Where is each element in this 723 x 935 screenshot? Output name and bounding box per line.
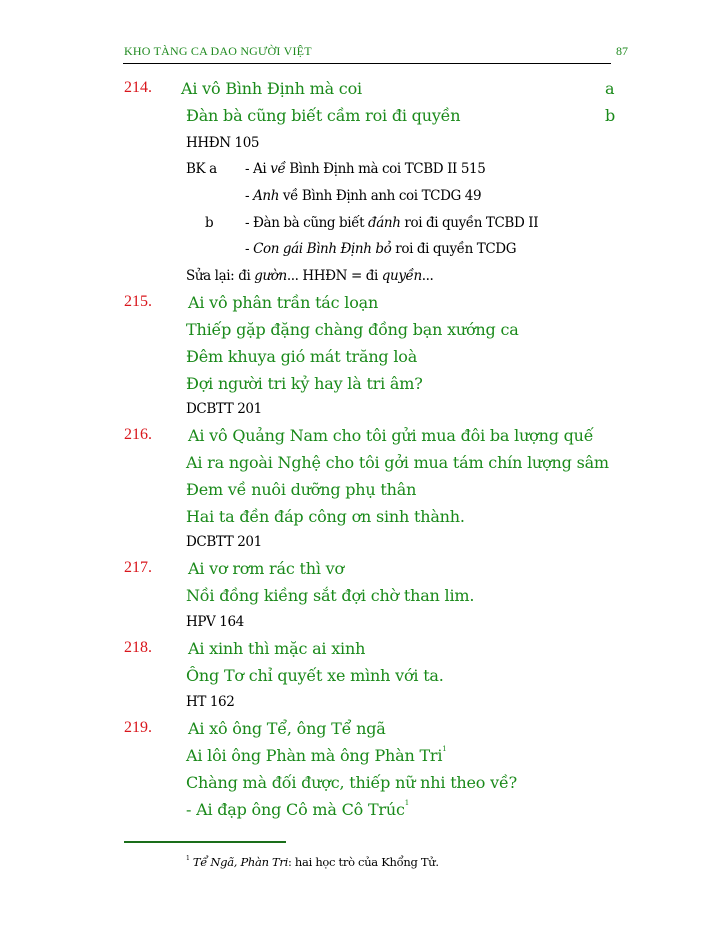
verse-line: Đàn bà cũng biết cầm roi đi quyền	[186, 106, 461, 125]
footnote-rule	[124, 841, 286, 843]
verse-line: Ai vô Quảng Nam cho tôi gửi mua đôi ba lượng quế	[188, 426, 594, 445]
entry-number-216: 216.	[124, 426, 152, 443]
verse-line: - Ai đạp ông Cô mà Cô Trúc$^1$	[186, 799, 409, 819]
entry-number-217: 217.	[124, 559, 152, 576]
source-citation: DCBTT 201	[186, 401, 262, 417]
entry-number-218: 218.	[124, 639, 152, 656]
variant-line: - Con gái Bình Định bỏ roi đi quyền TCDG	[245, 241, 517, 257]
verse-line: Ai vô Bình Định mà coi	[181, 79, 362, 98]
source-citation: HHĐN 105	[186, 135, 260, 151]
verse-line: Ai vô phân trần tác loạn	[188, 293, 379, 312]
verse-line: Ai ra ngoài Nghệ cho tôi gởi mua tám chín lượng sâm	[186, 453, 609, 472]
verse-line: Ai lôi ông Phàn mà ông Phàn Tri$^1$	[186, 745, 447, 765]
footnote: $^1$ Tể Ngã, Phàn Tri: hai học trò của Khổng Tử.	[186, 855, 439, 869]
variant-group-label: b	[205, 215, 214, 231]
entry-number-214: 214.	[124, 79, 152, 96]
verse-line: Đêm khuya gió mát trăng loà	[186, 347, 418, 366]
source-citation: DCBTT 201	[186, 534, 262, 550]
variant-group-label: BK a	[186, 161, 217, 177]
verse-line: Nồi đồng kiềng sắt đợi chờ than lim.	[186, 586, 475, 605]
verse-line: Ai vơ rơm rác thì vơ	[188, 559, 344, 578]
header-rule	[123, 63, 611, 64]
entry-number-215: 215.	[124, 293, 152, 310]
footnote-ref: 1	[442, 745, 447, 753]
verse-line: Thiếp gặp đặng chàng đồng bạn xướng ca	[186, 320, 519, 339]
line-mark-a: a	[605, 79, 615, 98]
variant-line: - Ai về Bình Định mà coi TCBD II 515	[245, 161, 486, 177]
source-citation: HT 162	[186, 694, 235, 710]
correction-note: Sửa lại: đi gườn... HHĐN = đi quyền...	[186, 268, 434, 284]
verse-line: Ông Tơ chỉ quyết xe mình với ta.	[186, 666, 444, 685]
verse-line: Ai xinh thì mặc ai xinh	[188, 639, 366, 658]
verse-line: Đem về nuôi dưỡng phụ thân	[186, 480, 417, 499]
verse-line: Ai xô ông Tể, ông Tể ngã	[188, 719, 386, 738]
line-mark-b: b	[605, 106, 616, 125]
page-number: 87	[616, 44, 628, 58]
verse-line: Hai ta đền đáp công ơn sinh thành.	[186, 507, 465, 526]
running-header-title: KHO TÀNG CA DAO NGƯỜI VIỆT	[124, 44, 312, 58]
verse-line: Đợi người tri kỷ hay là tri âm?	[186, 374, 423, 393]
footnote-ref: 1	[404, 799, 409, 807]
source-citation: HPV 164	[186, 614, 244, 630]
entry-number-219: 219.	[124, 719, 152, 736]
variant-line: - Anh về Bình Định anh coi TCDG 49	[245, 188, 482, 204]
variant-line: - Đàn bà cũng biết đánh roi đi quyền TCBD II	[245, 215, 539, 231]
verse-line: Chàng mà đối được, thiếp nữ nhi theo về?	[186, 773, 517, 792]
